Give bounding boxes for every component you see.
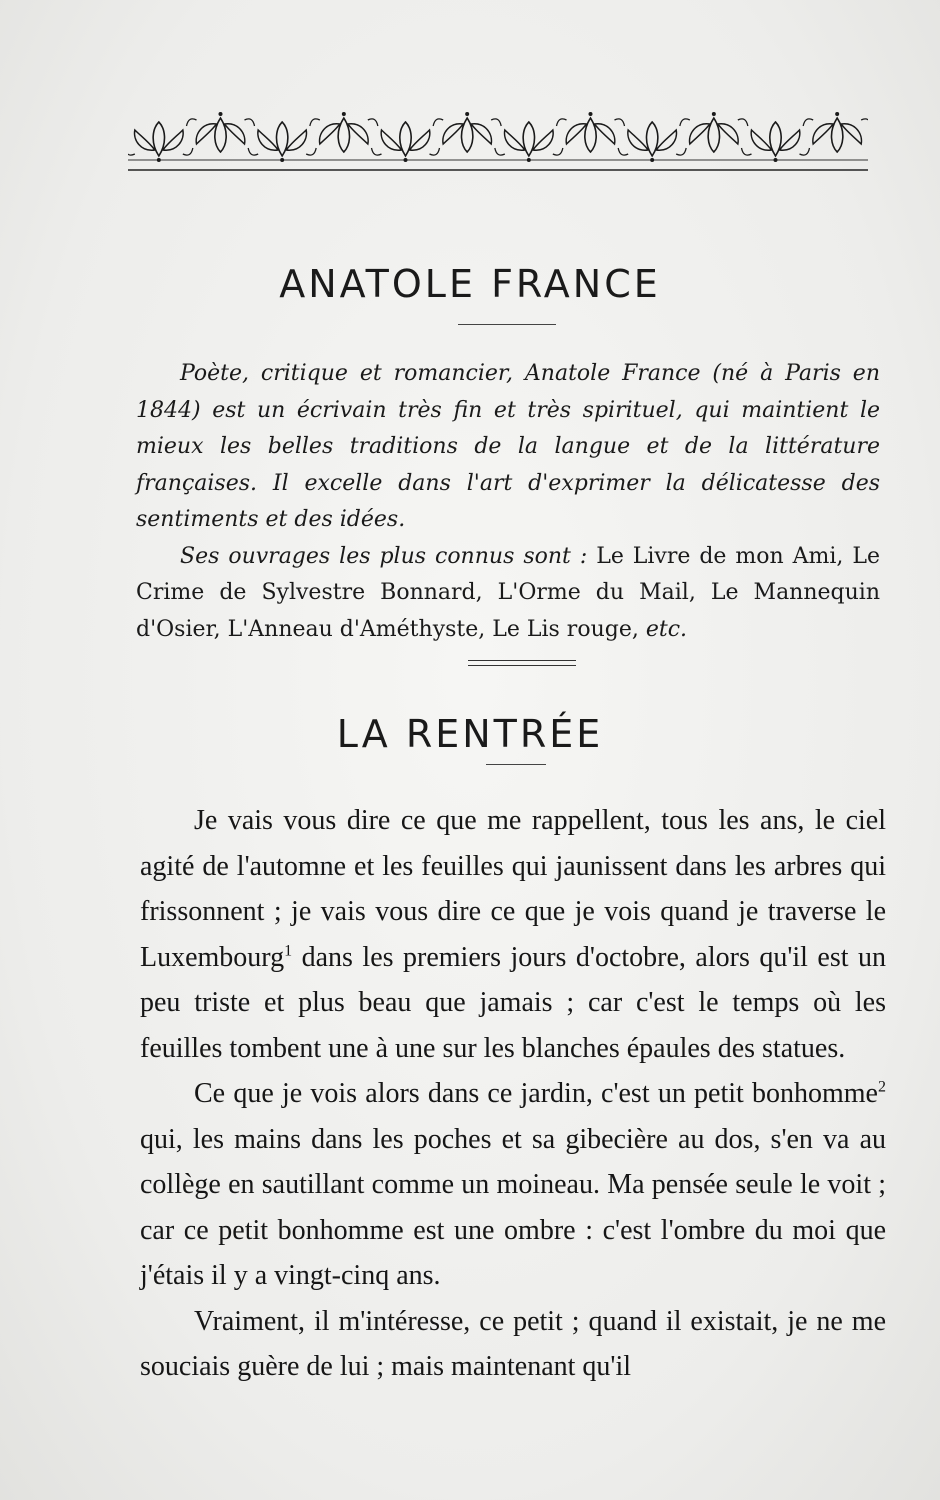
author-heading: ANATOLE FRANCE [279, 262, 661, 306]
fleuron-border-icon [128, 98, 868, 176]
title-rule [486, 764, 546, 765]
paragraph-2: Ce que je vois alors dans ce jardin, c'est un petit bonhomme$^2$ qui, les mains dans les poches et sa gibecière au dos, s'en va au collège en sautillant comme un moineau. Ma pensée seule le voit ; car ce petit bonhomme est une ombre : c'est l'ombre du moi que j'étais il y a vingt-cinq ans. [140, 1078, 886, 1291]
works-list: Le Livre de mon Ami, Le Crime de Sylvestre Bonnard, L'Orme du Mail, Le Mannequin d'Osier, L'Anneau d'Améthyste, Le Lis rouge, [136, 543, 881, 642]
works-paragraph [136, 539, 880, 649]
author-biography [136, 356, 880, 648]
works-etc: etc. [645, 616, 688, 642]
works-intro: Ses ouvrages les plus connus sont : [180, 543, 588, 569]
section-divider [468, 660, 576, 670]
main-text [140, 798, 886, 1390]
paragraph-3: Vraiment, il m'intéresse, ce petit ; quand il existait, je ne me souciais guère de lui ; mais maintenant qu'il [140, 1305, 886, 1382]
section-title: LA RENTRÉE [336, 712, 604, 756]
heading-rule [458, 324, 556, 325]
paragraph-1: Je vais vous dire ce que me rappellent, tous les ans, le ciel agité de l'automne et les feuilles qui jaunissent dans les arbres qui frissonnent ; je vais vous dire ce que je vois quand je traverse le Luxembourg$^1$ dans les premiers jours d'octobre, alors qu'il est un peu triste et plus beau que jamais ; car c'est le temps où les feuilles tombent une à une sur les blanches épaules des statues. [140, 805, 886, 1064]
bio-text: Poète, critique et romancier, Anatole France (né à Paris en 1844) est un écrivain très fin et très spirituel, qui maintient le mieux les belles traditions de la langue et de la littérature françaises. Il excelle dans l'art d'exprimer la délicatesse des sentiments et des idées. [136, 361, 880, 532]
bio-paragraph [136, 356, 880, 539]
footnote-marker: 2 [878, 1078, 886, 1096]
footnote-marker: 1 [284, 942, 293, 960]
floral-ornament-band [128, 98, 868, 176]
